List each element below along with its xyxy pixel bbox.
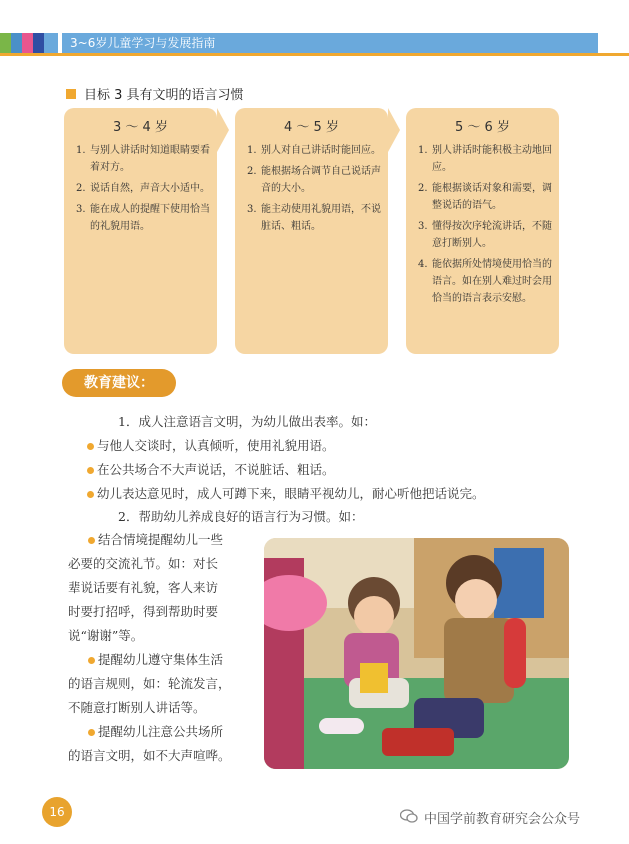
text-line: 说“谢谢”等。 <box>68 628 144 643</box>
goal-list <box>247 142 382 239</box>
bullet-dot-icon <box>87 467 94 474</box>
square-bullet-icon <box>66 89 76 99</box>
age-column-3-4 <box>64 108 217 354</box>
goal-list <box>76 142 211 239</box>
header-block-pink <box>22 33 33 53</box>
goal-list <box>418 142 553 311</box>
text-line: 不随意打断别人讲话等。 <box>68 700 206 715</box>
header-block-blue <box>11 33 22 53</box>
bullet-dot-icon <box>87 491 94 498</box>
header-color-blocks <box>0 33 58 53</box>
list-item: 2. 能根据场合调节自己说话声音的大小。 <box>247 166 381 194</box>
wechat-icon <box>400 809 418 827</box>
text-line: 时要打招呼，得到帮助时要 <box>68 604 219 619</box>
goal-heading <box>66 84 244 103</box>
list-item: 3. 能主动使用礼貌用语，不说脏话、粗话。 <box>247 204 381 232</box>
arrow-right-icon <box>388 108 400 152</box>
watermark-text: 中国学前教育研究会公众号 <box>424 812 581 827</box>
list-item: 2. 说话自然，声音大小适中。 <box>76 183 210 194</box>
header-block-lightblue <box>44 33 58 53</box>
text-line: 的语言文明，如不大声喧哗。 <box>68 748 231 763</box>
age-heading: 3 ～ 4 岁 <box>113 120 168 135</box>
section-tag: 教育建议： <box>62 369 176 397</box>
header-block-green <box>0 33 11 53</box>
bullet-item: 与他人交谈时，认真倾听，使用礼貌用语。 <box>87 436 335 454</box>
bullet-dot-icon <box>87 443 94 450</box>
bullet-dot-icon <box>88 657 95 664</box>
bullet-item: 结合情境提醒幼儿一些 <box>88 530 223 548</box>
list-item: 2. 能根据谈话对象和需要，调整说话的语气。 <box>418 183 552 211</box>
bullet-item: 提醒幼儿遵守集体生活 <box>88 650 223 668</box>
age-column-5-6 <box>406 108 559 354</box>
list-item: 3. 懂得按次序轮流讲话，不随意打断别人。 <box>418 221 552 249</box>
arrow-right-icon <box>217 108 229 152</box>
list-item: 1. 别人讲话时能积极主动地回应。 <box>418 145 552 173</box>
list-item: 1. 别人对自己讲话时能回应。 <box>247 145 381 156</box>
list-item: 1. 与别人讲话时知道眼睛要看着对方。 <box>76 145 210 173</box>
bullet-item: 幼儿表达意见时，成人可蹲下来，眼睛平视幼儿，耐心听他把话说完。 <box>87 484 485 502</box>
text-line: 辈说话要有礼貌，客人来访 <box>68 580 219 595</box>
text-line: 的语言规则，如：轮流发言， <box>68 676 231 691</box>
children-phone-photo <box>264 538 569 769</box>
goal-label: 目标 3 具有文明的语言习惯 <box>84 88 244 103</box>
bullet-item: 在公共场合不大声说话，不说脏话、粗话。 <box>87 460 335 478</box>
bullet-dot-icon <box>88 537 95 544</box>
list-item: 4. 能依据所处情境使用恰当的语言。如在别人难过时会用恰当的语言表示安慰。 <box>418 259 552 304</box>
bullet-dot-icon <box>88 729 95 736</box>
age-column-4-5 <box>235 108 388 354</box>
paragraph-2: 2．帮助幼儿养成良好的语言行为习惯。如： <box>118 509 364 524</box>
header-block-navy <box>33 33 44 53</box>
bullet-item: 提醒幼儿注意公共场所 <box>88 722 223 740</box>
age-heading: 4 ～ 5 岁 <box>284 120 339 135</box>
header-title: 3~6岁儿童学习与发展指南 <box>62 33 598 53</box>
page-number: 16 <box>42 797 72 827</box>
paragraph-1: 1．成人注意语言文明，为幼儿做出表率。如： <box>118 414 376 429</box>
watermark <box>400 808 580 827</box>
list-item: 3. 能在成人的提醒下使用恰当的礼貌用语。 <box>76 204 210 232</box>
header-divider <box>0 53 629 56</box>
age-heading: 5 ～ 6 岁 <box>455 120 510 135</box>
text-line: 必要的交流礼节。如：对长 <box>68 556 219 571</box>
